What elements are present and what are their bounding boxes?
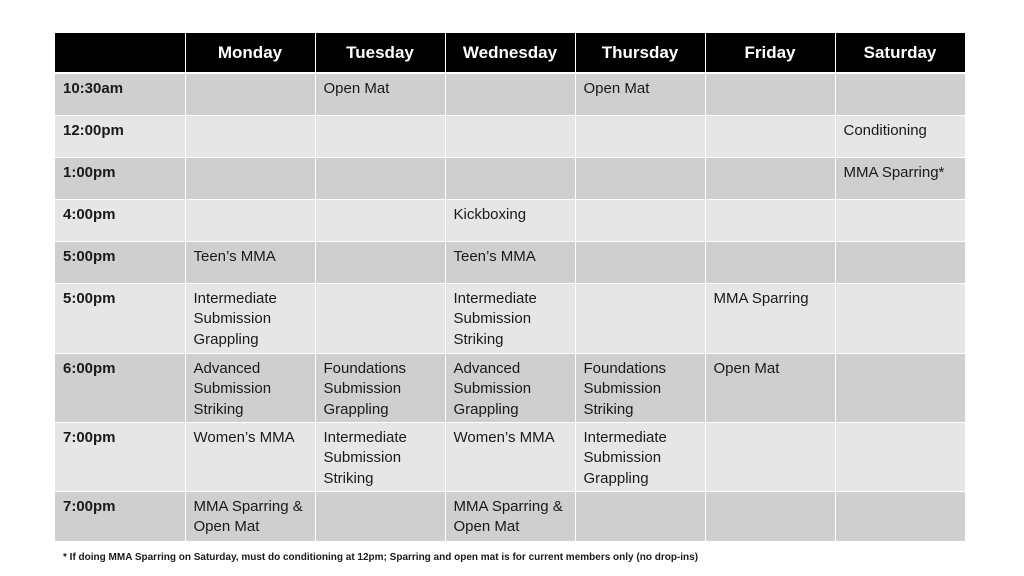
class-cell: MMA Sparring*: [835, 157, 965, 199]
class-cell: [835, 199, 965, 241]
schedule-row: [55, 491, 965, 541]
class-cell: MMA Sparring: [705, 283, 835, 353]
schedule-row: [55, 115, 965, 157]
class-cell: MMA Sparring & Open Mat: [185, 491, 315, 541]
class-schedule-table: [55, 33, 966, 542]
class-cell: Intermediate Submission Striking: [315, 422, 445, 491]
class-cell: [705, 73, 835, 115]
class-cell: [835, 241, 965, 283]
time-cell: 6:00pm: [55, 353, 185, 422]
class-cell: Intermediate Submission Grappling: [575, 422, 705, 491]
class-cell: [575, 157, 705, 199]
class-cell: [185, 115, 315, 157]
schedule-row: [55, 422, 965, 491]
class-cell: Foundations Submission Grappling: [315, 353, 445, 422]
class-cell: [705, 115, 835, 157]
class-cell: [575, 491, 705, 541]
class-cell: Advanced Submission Striking: [185, 353, 315, 422]
schedule-row: [55, 241, 965, 283]
class-cell: [575, 241, 705, 283]
schedule-row: [55, 283, 965, 353]
class-cell: [315, 491, 445, 541]
class-cell: [835, 491, 965, 541]
header-day-monday: Monday: [185, 33, 315, 73]
schedule-row: [55, 73, 965, 115]
class-cell: Women’s MMA: [445, 422, 575, 491]
class-cell: [185, 199, 315, 241]
class-cell: Teen’s MMA: [445, 241, 575, 283]
class-cell: [575, 283, 705, 353]
class-cell: [705, 422, 835, 491]
class-cell: [315, 241, 445, 283]
header-row: [55, 33, 965, 73]
class-cell: [445, 157, 575, 199]
time-cell: 10:30am: [55, 73, 185, 115]
class-cell: Women’s MMA: [185, 422, 315, 491]
class-cell: MMA Sparring & Open Mat: [445, 491, 575, 541]
class-cell: Conditioning: [835, 115, 965, 157]
footnote: * If doing MMA Sparring on Saturday, must do conditioning at 12pm; Sparring and open mat is for current members only (no drop-ins): [63, 552, 699, 563]
class-cell: Open Mat: [575, 73, 705, 115]
class-cell: [315, 199, 445, 241]
class-cell: Kickboxing: [445, 199, 575, 241]
class-cell: [705, 157, 835, 199]
time-cell: 7:00pm: [55, 422, 185, 491]
header-day-tuesday: Tuesday: [315, 33, 445, 73]
class-cell: Foundations Submission Striking: [575, 353, 705, 422]
header-day-wednesday: Wednesday: [445, 33, 575, 73]
class-cell: Open Mat: [705, 353, 835, 422]
class-cell: Open Mat: [315, 73, 445, 115]
schedule-row: [55, 353, 965, 422]
class-cell: [445, 73, 575, 115]
header-day-saturday: Saturday: [835, 33, 965, 73]
header-day-thursday: Thursday: [575, 33, 705, 73]
class-cell: [835, 283, 965, 353]
class-cell: [835, 422, 965, 491]
class-cell: [705, 241, 835, 283]
class-cell: [575, 199, 705, 241]
class-cell: [315, 115, 445, 157]
time-cell: 5:00pm: [55, 241, 185, 283]
time-cell: 4:00pm: [55, 199, 185, 241]
header-time-corner: [55, 33, 185, 73]
class-cell: [315, 283, 445, 353]
time-cell: 1:00pm: [55, 157, 185, 199]
time-cell: 12:00pm: [55, 115, 185, 157]
class-cell: [315, 157, 445, 199]
schedule-row: [55, 199, 965, 241]
time-cell: 7:00pm: [55, 491, 185, 541]
header-day-friday: Friday: [705, 33, 835, 73]
class-cell: [185, 157, 315, 199]
class-cell: [705, 199, 835, 241]
time-cell: 5:00pm: [55, 283, 185, 353]
class-cell: [705, 491, 835, 541]
class-cell: Teen’s MMA: [185, 241, 315, 283]
class-cell: [835, 73, 965, 115]
class-cell: [185, 73, 315, 115]
schedule-row: [55, 157, 965, 199]
class-cell: Intermediate Submission Striking: [445, 283, 575, 353]
class-cell: Intermediate Submission Grappling: [185, 283, 315, 353]
class-cell: Advanced Submission Grappling: [445, 353, 575, 422]
class-cell: [445, 115, 575, 157]
class-cell: [575, 115, 705, 157]
class-cell: [835, 353, 965, 422]
